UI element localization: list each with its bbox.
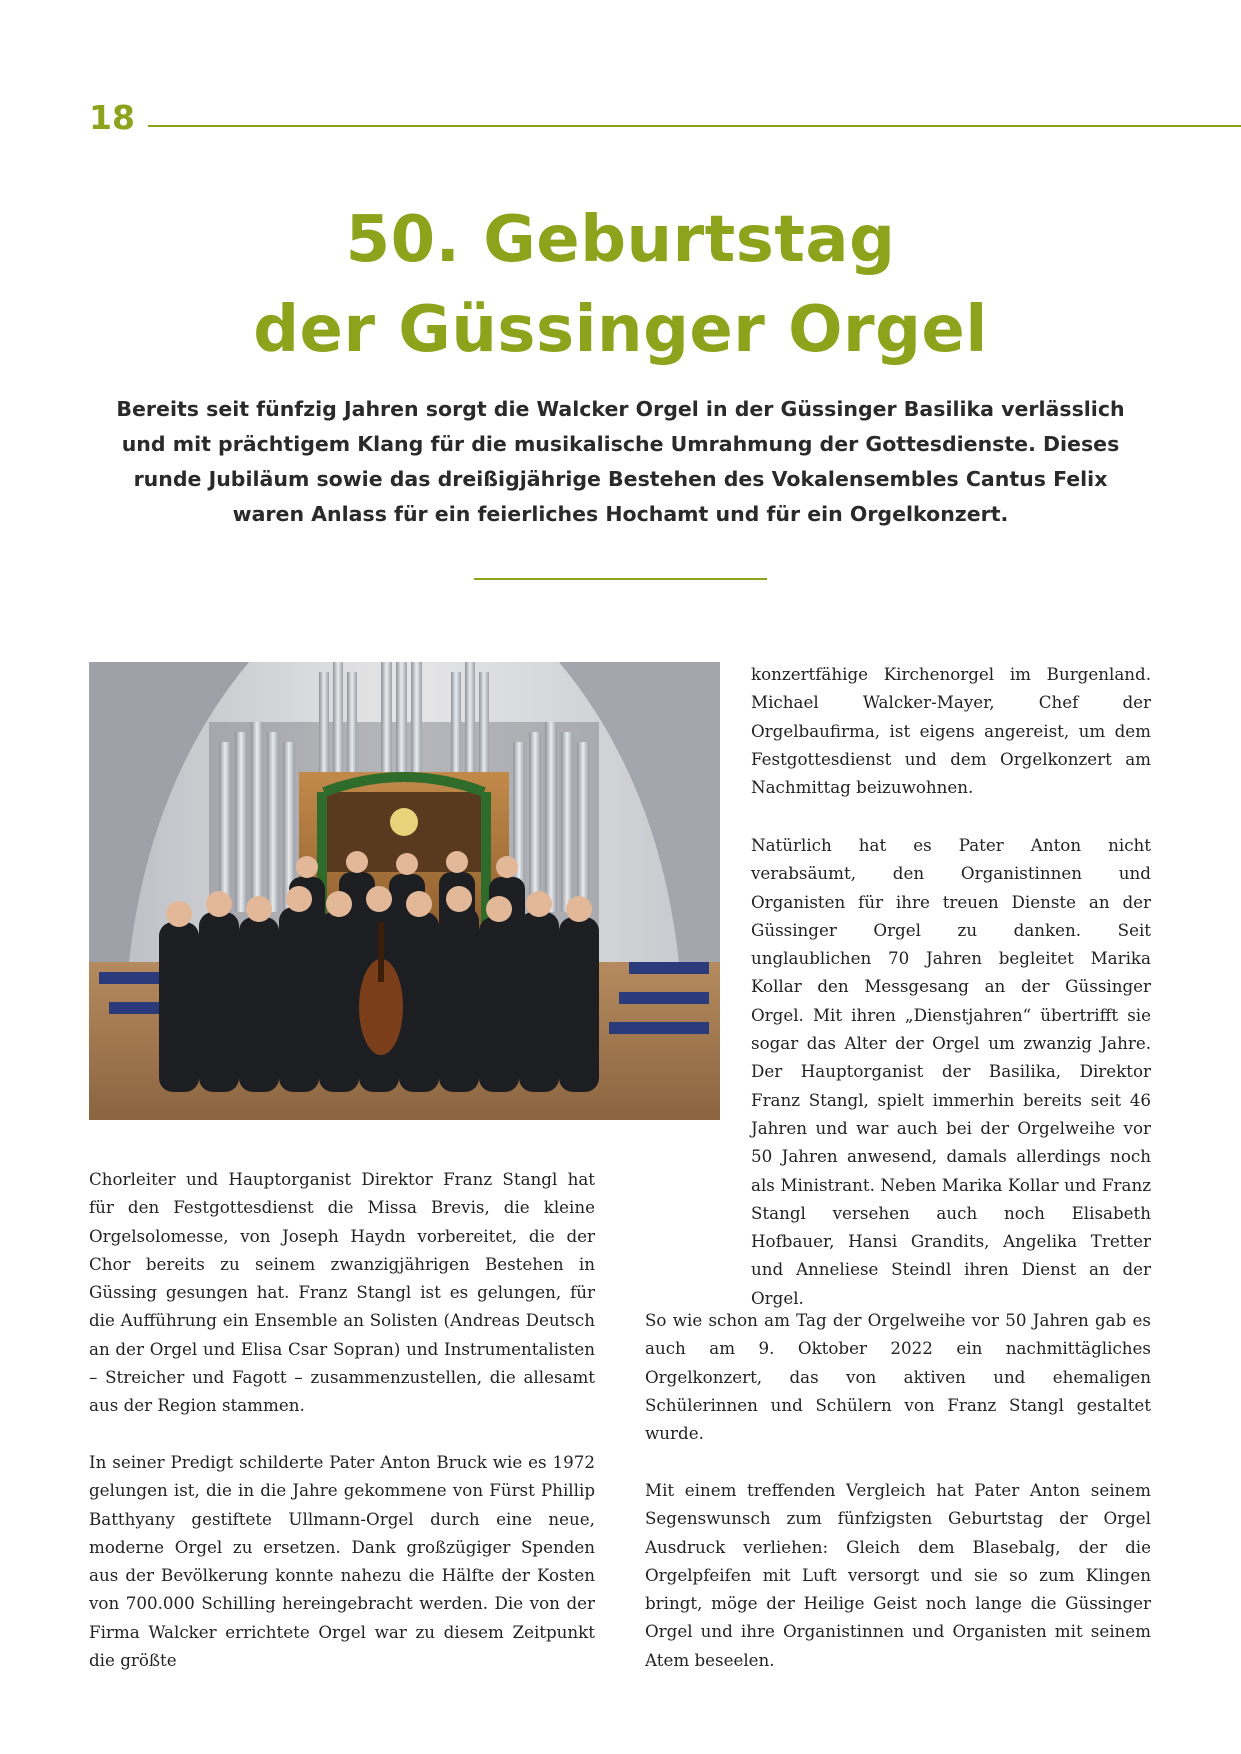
header-rule (148, 125, 1241, 127)
lead-separator (474, 578, 767, 580)
paragraph-right-top-1: konzertfähige Kirchenorgel im Burgenland. Michael Walcker-Mayer, Chef der Orgelbaufirma, ist eigens angereist, um dem Festgottesdienst und dem Orgelkonzert am Nachmittag beizuwohnen. (751, 664, 1151, 798)
title-line-1: 50. Geburtstag (345, 203, 896, 277)
paragraph-left-1: Chorleiter und Hauptorganist Direktor Franz Stangl hat für den Festgottesdienst die Missa Brevis, die kleine Orgelsolomesse, von Joseph Haydn vorbereitet, die der Chor bereits zu seinem zwanzigjährigen Bestehen in Güssing gesungen hat. Franz Stangl ist es gelungen, für die Aufführung ein Ensemble an Solisten (Andreas Deutsch an der Orgel und Elisa Csar Sopran) und Instrumentalisten – Streicher und Fagott – zusammenzustellen, die allesamt aus der Region stammen. (89, 1169, 595, 1416)
paragraph-right-4: Mit einem treffenden Vergleich hat Pater Anton seinem Segenswunsch zum fünfzigsten Geburtstag der Orgel Ausdruck verliehen: Gleich dem Blasebalg, der die Orgelpfeifen mit Luft versorgt und sie so zum Klingen bringt, möge der Heilige Geist noch lange die Güssinger Orgel und ihre Organistinnen und Organisten mit seinem Atem beseelen. (645, 1480, 1151, 1670)
article-lead: Bereits seit fünfzig Jahren sorgt die Walcker Orgel in der Güssinger Basilika verlässlich und mit prächtigem Klang für die musikalische Umrahmung der Gottesdienste. Dieses runde Jubiläum sowie das dreißigjährige Bestehen des Vokalensembles Cantus Felix waren Anlass für ein feierliches Hochamt und für ein Orgelkonzert. (116, 397, 1125, 526)
article-title (0, 195, 1241, 375)
paragraph-right-3: So wie schon am Tag der Orgelweihe vor 50 Jahren gab es auch am 9. Oktober 2022 ein nachmittägliches Orgelkonzert, das von aktiven und ehemaligen Schülerinnen und Schülern von Franz Stangl gestaltet wurde. (645, 1310, 1151, 1444)
paragraph-right-top-2: Natürlich hat es Pater Anton nicht verabsäumt, den Organistinnen und Organisten für ihre treuen Dienste an der Güssinger Orgel zu danken. Seit unglaublichen 70 Jahren begleitet Marika Kollar den Messgesang an der Güssinger Orgel. Mit ihren „Dienstjahren“ übertrifft sie sogar das Alter der Orgel um zwanzig Jahre. Der Hauptorganist der Basilika, Direktor Franz Stangl, spielt immerhin bereits seit 46 Jahren und war auch bei der Orgelweihe vor 50 Jahren anwesend, damals allerdings noch als Ministrant. Neben Marika Kollar und Franz Stangl versehen auch noch Elisabeth Hofbauer, Hansi Grandits, Angelika Tretter und Anneliese Steindl ihren Dienst an der Orgel. (751, 835, 1151, 1308)
page-number: 18 (89, 98, 135, 137)
organ-choir-photo (89, 662, 720, 1120)
title-line-2: der Güssinger Orgel (253, 293, 988, 367)
paragraph-left-2: In seiner Predigt schilderte Pater Anton Bruck wie es 1972 gelungen ist, die in die Jahre gekommene von Fürst Phillip Batthyany gestiftete Ullmann-Orgel durch eine neue, moderne Orgel zu ersetzen. Dank großzügiger Spenden aus der Bevölkerung konnte nahezu die Hälfte der Kosten von 700.000 Schilling hereingebracht werden. Die von der Firma Walcker errichtete Orgel war zu diesem Zeitpunkt die größte (89, 1452, 595, 1671)
